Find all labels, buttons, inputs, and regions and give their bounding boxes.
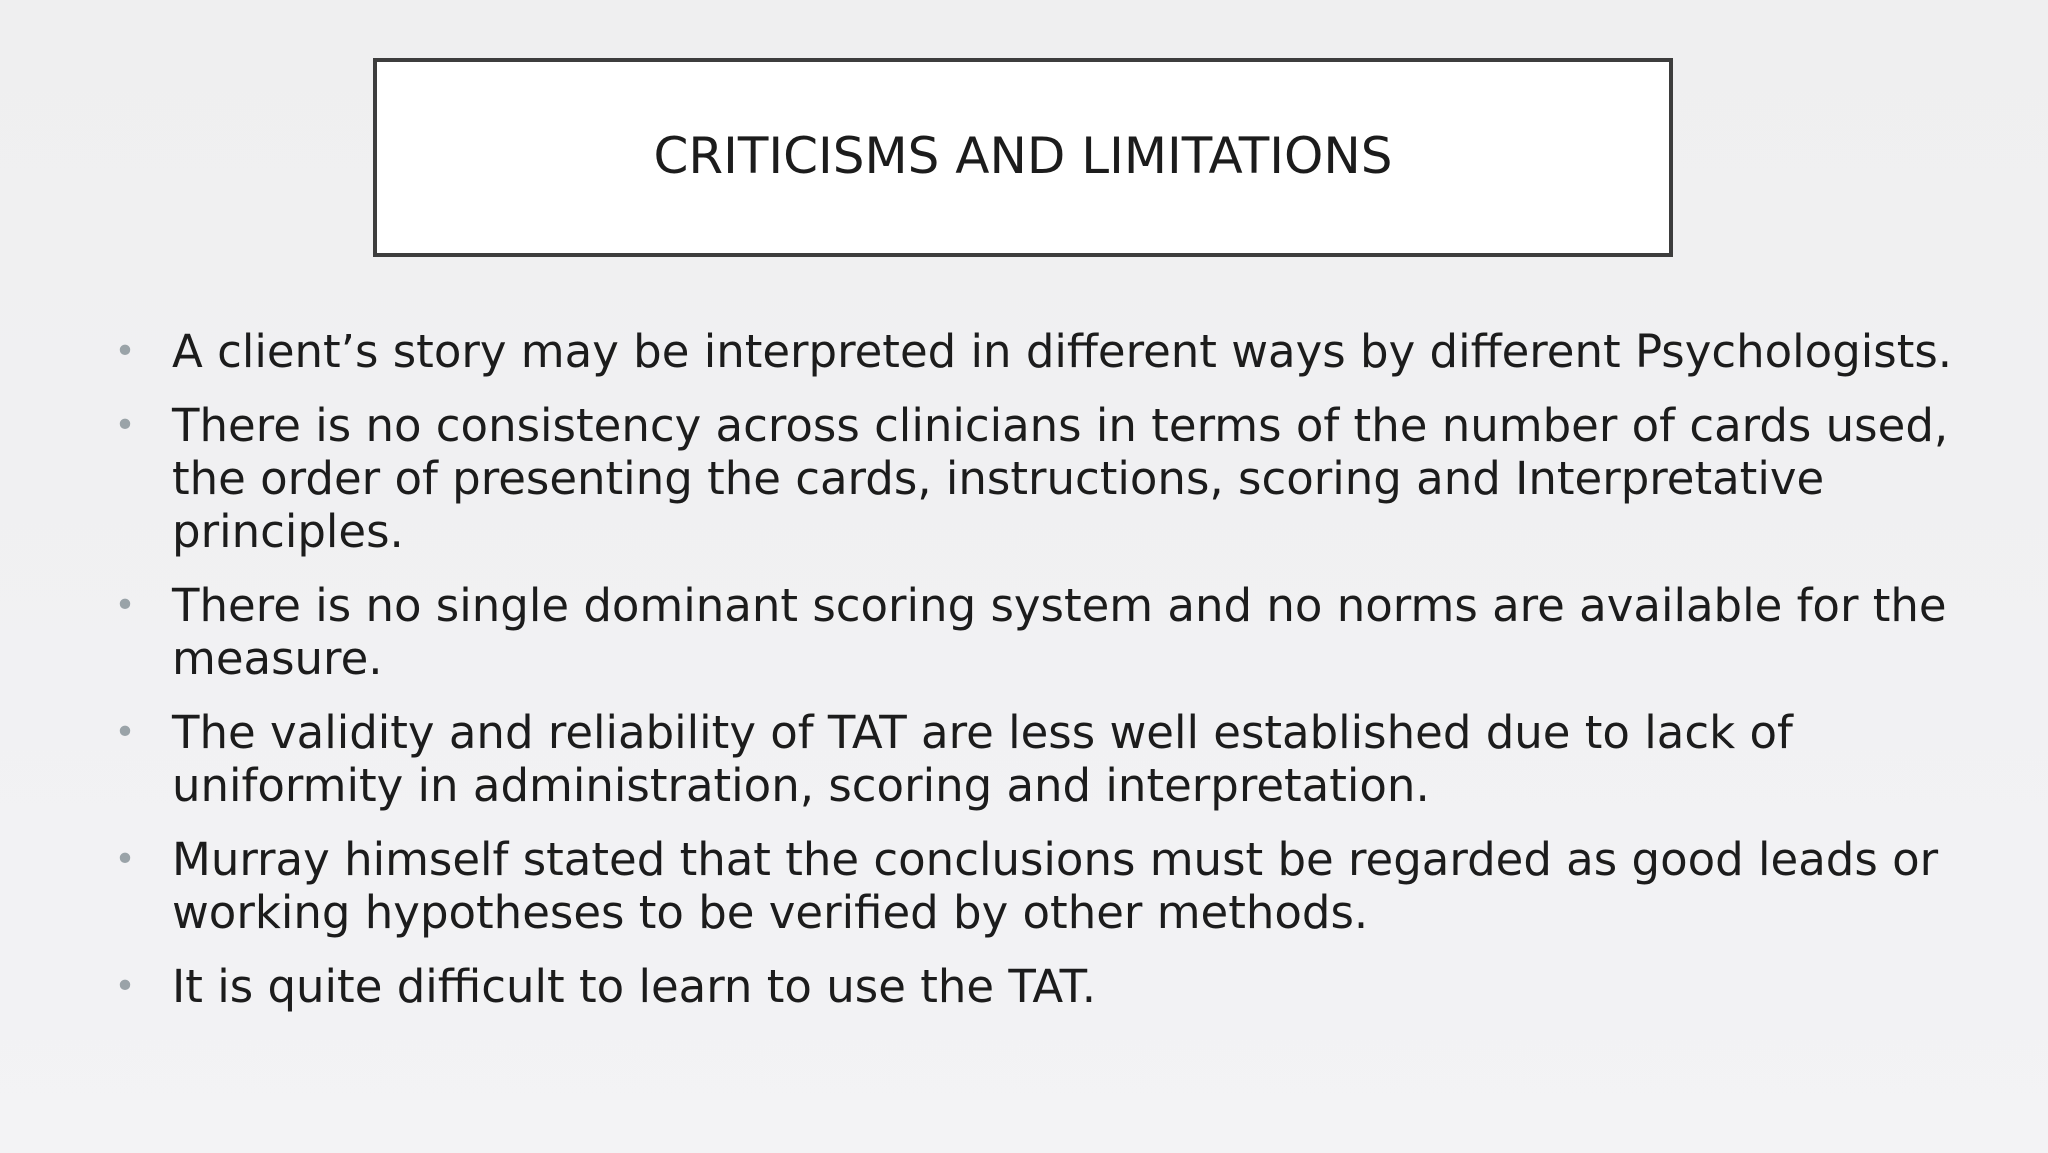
- title-box: [373, 58, 1673, 257]
- bullet-text: There is no consistency across clinicians in terms of the number of cards used, the order of presenting the cards, instructions, scoring and Interpretative principles.: [172, 399, 1949, 558]
- bullet-icon: •: [114, 966, 136, 1007]
- bullet-icon: •: [114, 712, 136, 753]
- bullet-item: [110, 325, 1980, 378]
- bullet-item: [110, 399, 1980, 558]
- bullet-icon: •: [114, 405, 136, 446]
- bullet-text: Murray himself stated that the conclusions must be regarded as good leads or working hypotheses to be verified by other methods.: [172, 833, 1939, 939]
- bullet-item: [110, 833, 1980, 939]
- bullet-icon: •: [114, 331, 136, 372]
- bullet-icon: •: [114, 585, 136, 626]
- bullet-icon: •: [114, 839, 136, 880]
- bullet-text: A client’s story may be interpreted in different ways by different Psychologists.: [172, 325, 1953, 378]
- bullet-text: There is no single dominant scoring system and no norms are available for the measure.: [172, 579, 1947, 685]
- bullet-item: [110, 706, 1980, 812]
- bullet-item: [110, 960, 1980, 1013]
- bullet-text: It is quite difficult to learn to use the TAT.: [172, 960, 1097, 1013]
- bullet-text: The validity and reliability of TAT are less well established due to lack of uniformity in administration, scoring and interpretation.: [172, 706, 1793, 812]
- bullet-list: [110, 325, 1980, 1034]
- slide-title: CRITICISMS AND LIMITATIONS: [653, 126, 1393, 185]
- bullet-item: [110, 579, 1980, 685]
